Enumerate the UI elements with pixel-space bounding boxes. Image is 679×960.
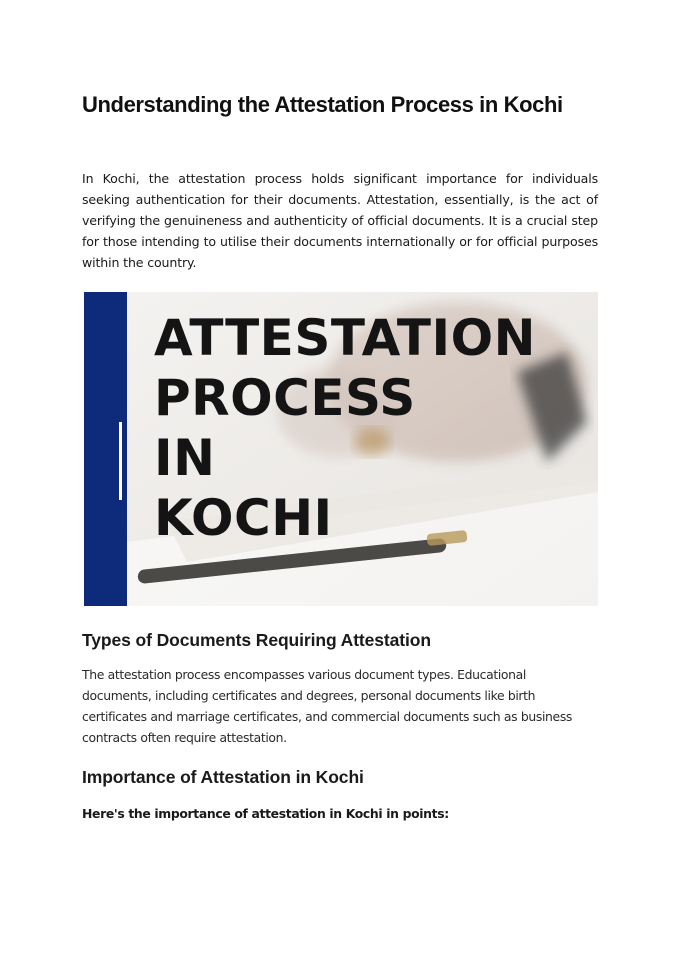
intro-paragraph: In Kochi, the attestation process holds significant importance for individuals seeking authentication for their documents. Attestation, essentially, is the act of verifying the genuineness and authenticity of official documents. It is a crucial step for those intending to utilise their documents internationally or for official purposes within the country.	[82, 171, 598, 270]
hero-line: IN	[154, 429, 216, 487]
hero-line: ATTESTATION	[154, 309, 536, 367]
importance-lead: Here's the importance of attestation in Kochi in points:	[82, 806, 449, 821]
types-heading: Types of Documents Requiring Attestation	[82, 630, 431, 650]
hero-heading	[154, 308, 536, 548]
hero-image	[84, 292, 598, 606]
page-title: Understanding the Attestation Process in Kochi	[82, 92, 563, 117]
hero-line: KOCHI	[154, 489, 333, 547]
types-paragraph: The attestation process encompasses various document types. Educational documents, including certificates and degrees, personal documents like birth certificates and marriage certificates, and commercial documents such as business contracts often require attestation.	[82, 667, 573, 745]
importance-heading: Importance of Attestation in Kochi	[82, 767, 364, 787]
hero-accent-bar	[84, 292, 127, 606]
hero-accent-line	[119, 422, 122, 500]
hero-line: PROCESS	[154, 369, 416, 427]
